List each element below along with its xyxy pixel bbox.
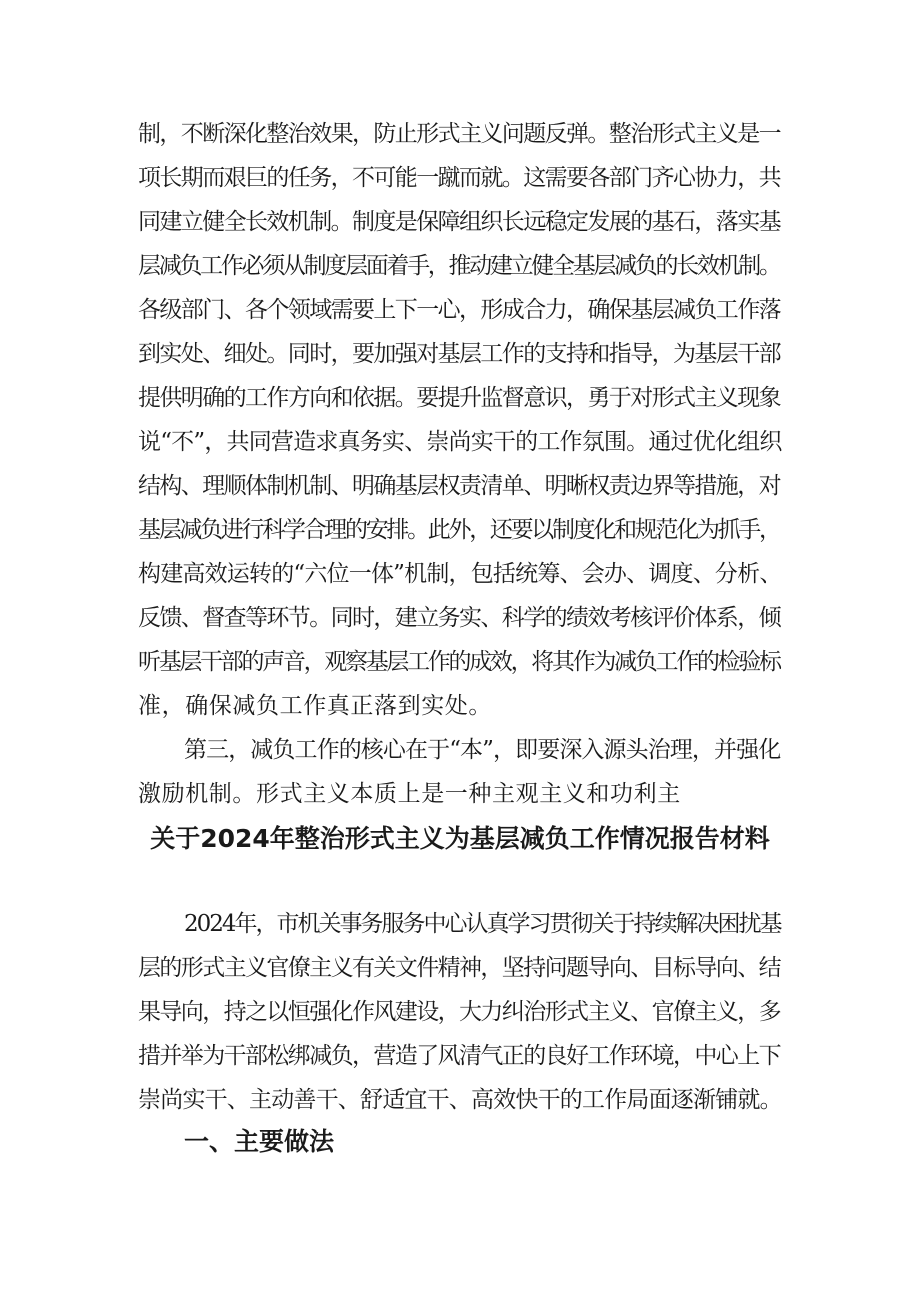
paragraph-line: 激励机制。形式主义本质上是一种主观主义和功利主: [138, 781, 681, 807]
paragraph-line: 反馈、督查等环节。同时，建立务实、科学的绩效考核评价体系，倾: [138, 605, 781, 631]
section-heading: 一、主要做法: [184, 1127, 335, 1156]
paragraph-line: 说“不”，共同营造求真务实、崇尚实干的工作氛围。通过优化组织: [138, 429, 782, 455]
paragraph-line: 构建高效运转的“六位一体”机制，包括统筹、会办、调度、分析、: [138, 561, 782, 587]
paragraph-line: 第三，减负工作的核心在于“本”，即要深入源头治理，并强化: [184, 737, 781, 763]
paragraph-line: 听基层干部的声音，观察基层工作的成效，将其作为减负工作的检验标: [138, 649, 780, 675]
paragraph-line: 基层减负进行科学合理的安排。此外，还要以制度化和规范化为抓手，: [138, 517, 780, 543]
paragraph-line: 层的形式主义官僚主义有关文件精神，坚持问题导向、目标导向、结: [138, 955, 781, 981]
paragraph-line: 同建立健全长效机制。制度是保障组织长远稳定发展的基石，落实基: [138, 209, 781, 235]
paragraph-line: 提供明确的工作方向和依据。要提升监督意识，勇于对形式主义现象: [138, 385, 781, 411]
paragraph-line: 制，不断深化整治效果，防止形式主义问题反弹。整治形式主义是一: [138, 121, 781, 147]
paragraph-line: 结构、理顺体制机制、明确基层权责清单、明晰权责边界等措施，对: [138, 473, 781, 499]
paragraph-line: 项长期而艰巨的任务，不可能一蹴而就。这需要各部门齐心协力，共: [138, 165, 781, 191]
paragraph-line: 层减负工作必须从制度层面着手，推动建立健全基层减负的长效机制。: [138, 253, 780, 279]
paragraph-line: 措并举为干部松绑减负，营造了风清气正的良好工作环境，中心上下: [138, 1043, 781, 1069]
paragraph-line: 到实处、细处。同时，要加强对基层工作的支持和指导，为基层干部: [138, 341, 781, 367]
paragraph-line: 崇尚实干、主动善干、舒适宜干、高效快干的工作局面逐渐铺就。: [138, 1087, 782, 1113]
paragraph-line: 准，确保减负工作真正落到实处。: [138, 693, 492, 719]
paragraph-line: 各级部门、各个领域需要上下一心，形成合力，确保基层减负工作落: [138, 297, 781, 323]
paragraph-line: 2024年，市机关事务服务中心认真学习贯彻关于持续解决困扰基: [184, 911, 781, 937]
document-title: 关于2024年整治形式主义为基层减负工作情况报告材料: [150, 824, 770, 853]
paragraph-line: 果导向，持之以恒强化作风建设，大力纠治形式主义、官僚主义，多: [138, 999, 781, 1025]
